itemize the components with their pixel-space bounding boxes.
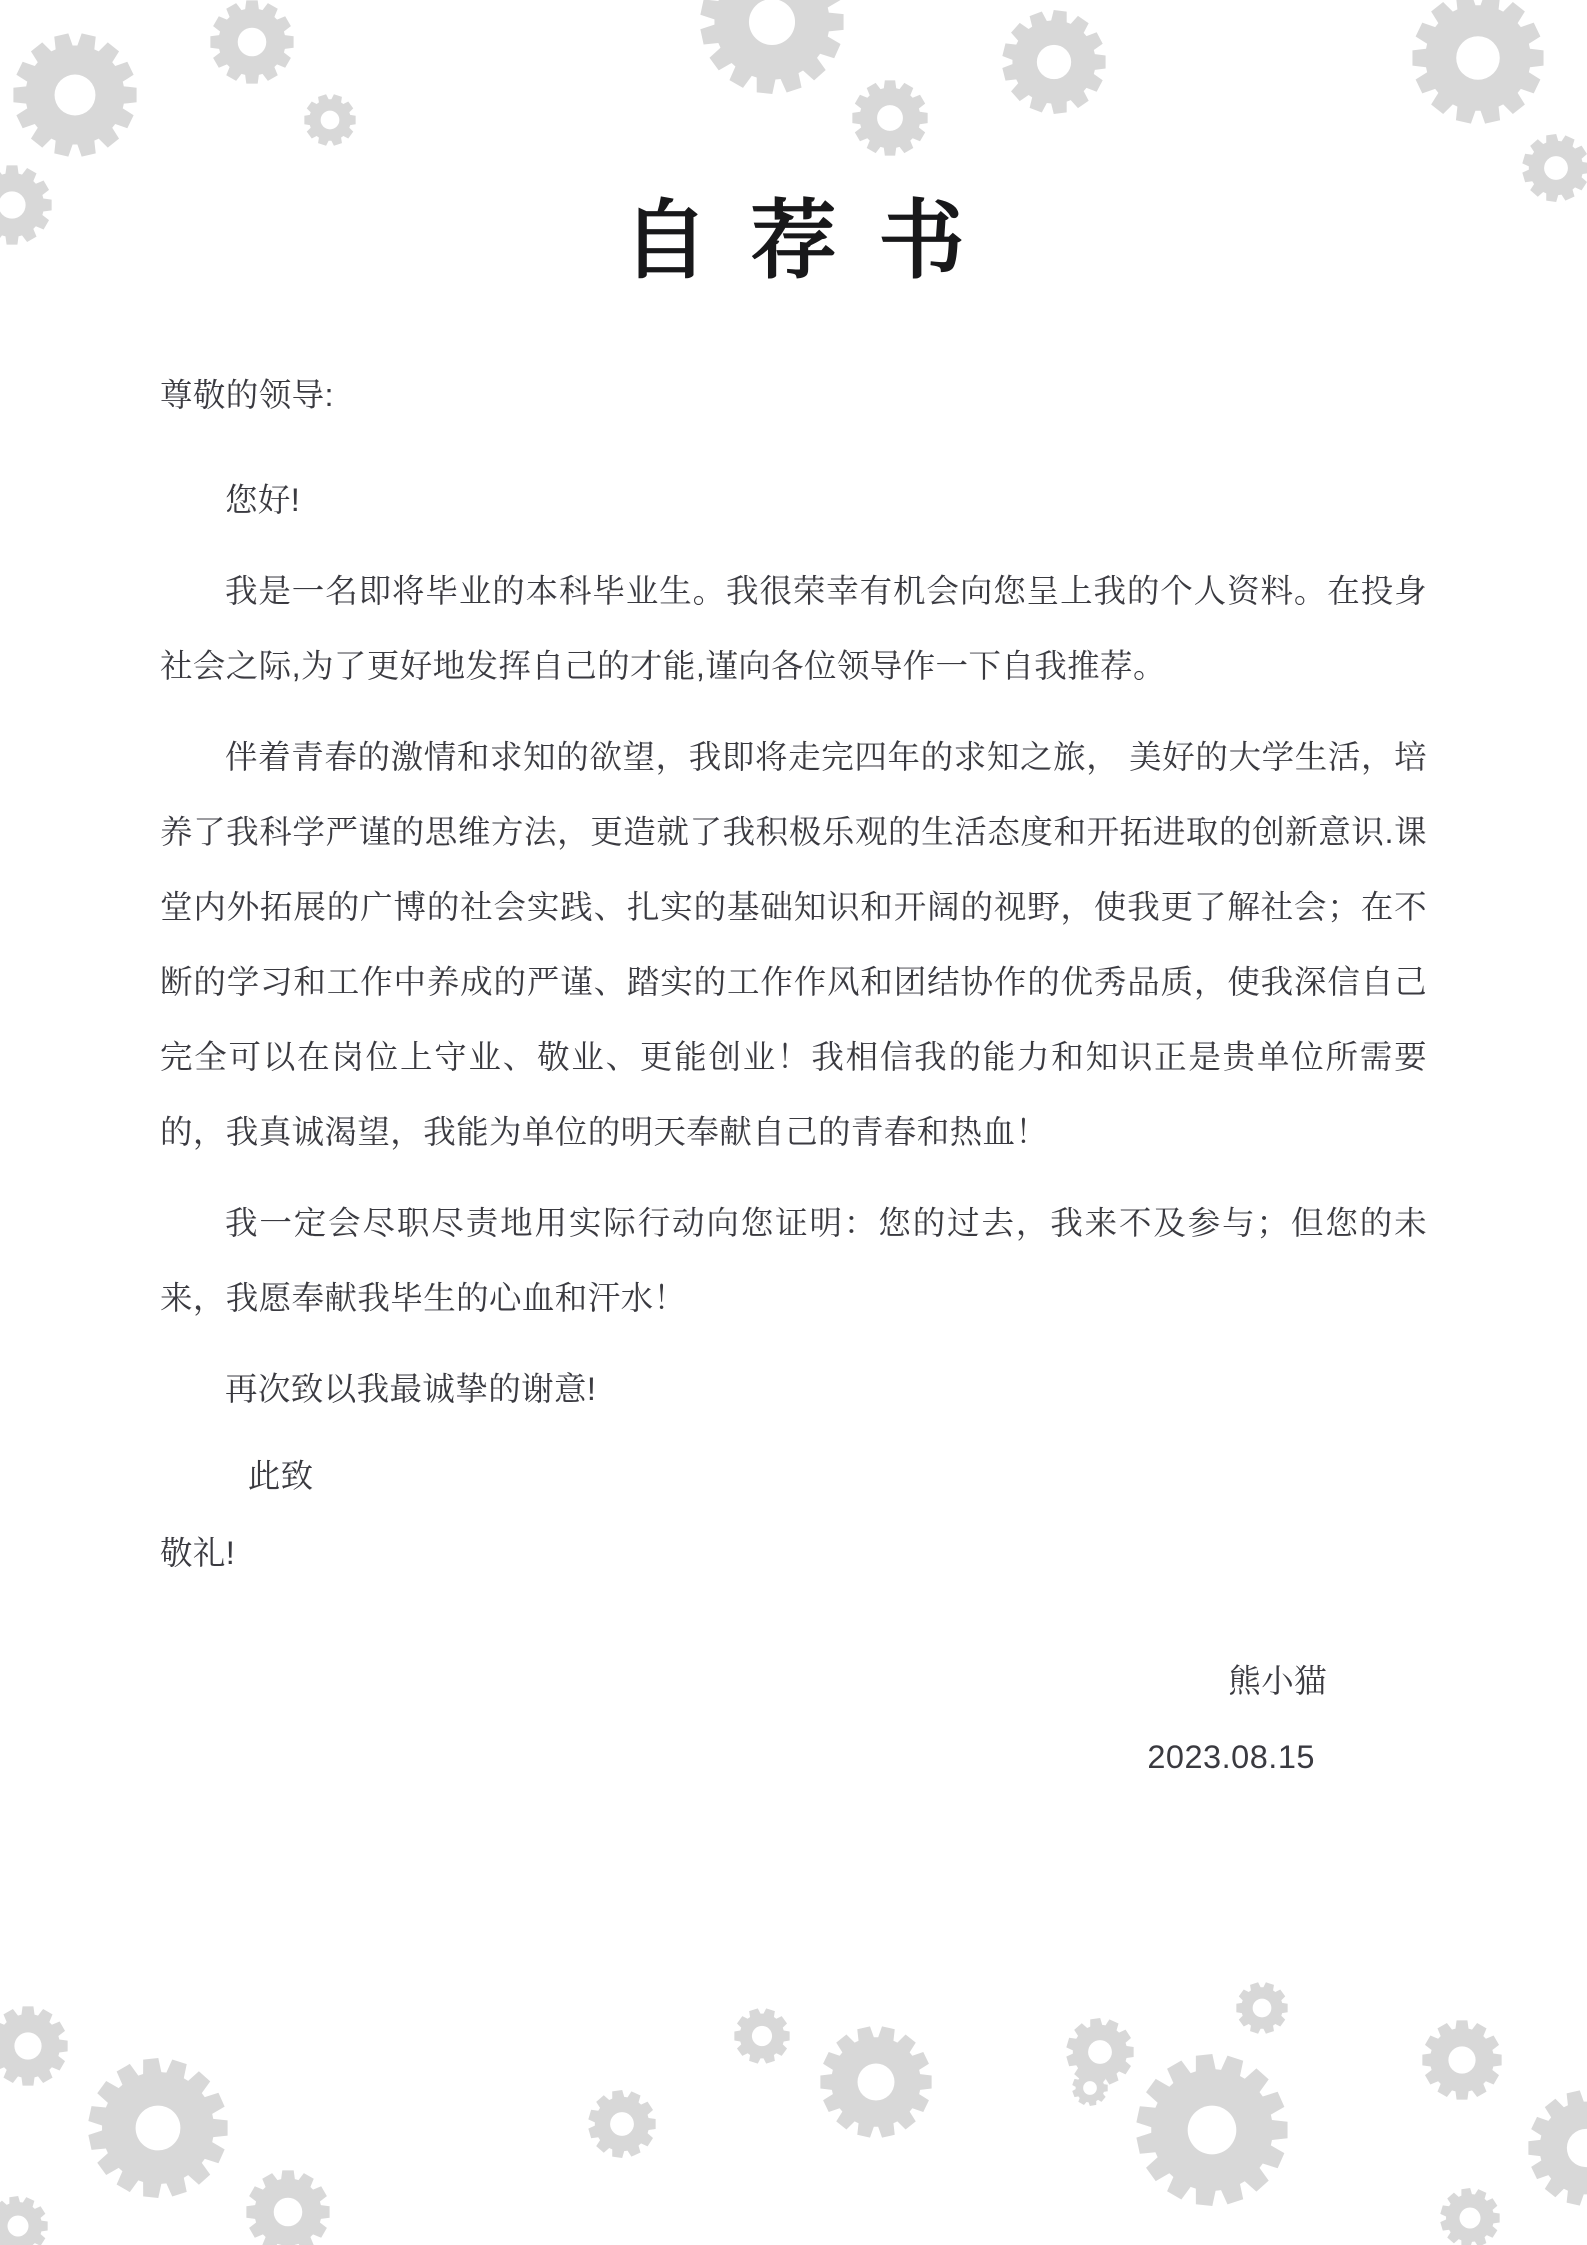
letter-body xyxy=(160,358,1427,1795)
signature-block xyxy=(160,1643,1427,1795)
greeting-line: 您好! xyxy=(225,481,301,518)
signature-name: 熊小猫 xyxy=(1228,1662,1327,1699)
paragraph-3: 我一定会尽职尽责地用实际行动向您证明：您的过去，我来不及参与；但您的未来，我愿奉献我毕生的心血和汗水！ xyxy=(160,1204,1427,1316)
paragraph-2: 伴着青春的激情和求知的欲望，我即将走完四年的求知之旅， 美好的大学生活，培养了我科学严谨的思维方法，更造就了我积极乐观的生活态度和开拓进取的创新意识.课堂内外拓展的广博的社会实践、扎实的基础知识和开阔的视野，使我更了解社会；在不断的学习和工作中养成的严谨、踏实的工作作风和团结协作的优秀品质，使我深信自己完全可以在岗位上守业、敬业、更能创业！我相信我的能力和知识正是贵单位所需要的，我真诚渴望，我能为单位的明天奉献自己的青春和热血！ xyxy=(160,738,1427,1150)
paragraph-1: 我是一名即将毕业的本科毕业生。我很荣幸有机会向您呈上我的个人资料。在投身社会之际,为了更好地发挥自己的才能,谨向各位领导作一下自我推荐。 xyxy=(160,572,1427,684)
closing-ci-zhi: 此致 xyxy=(247,1457,314,1494)
page-title: 自荐书 xyxy=(622,193,1007,289)
signature-date: 2023.08.15 xyxy=(1147,1738,1315,1775)
paragraph-4: 再次致以我最诚挚的谢意! xyxy=(225,1370,597,1407)
closing-jing-li: 敬礼! xyxy=(160,1534,236,1571)
salutation: 尊敬的领导: xyxy=(160,376,334,413)
